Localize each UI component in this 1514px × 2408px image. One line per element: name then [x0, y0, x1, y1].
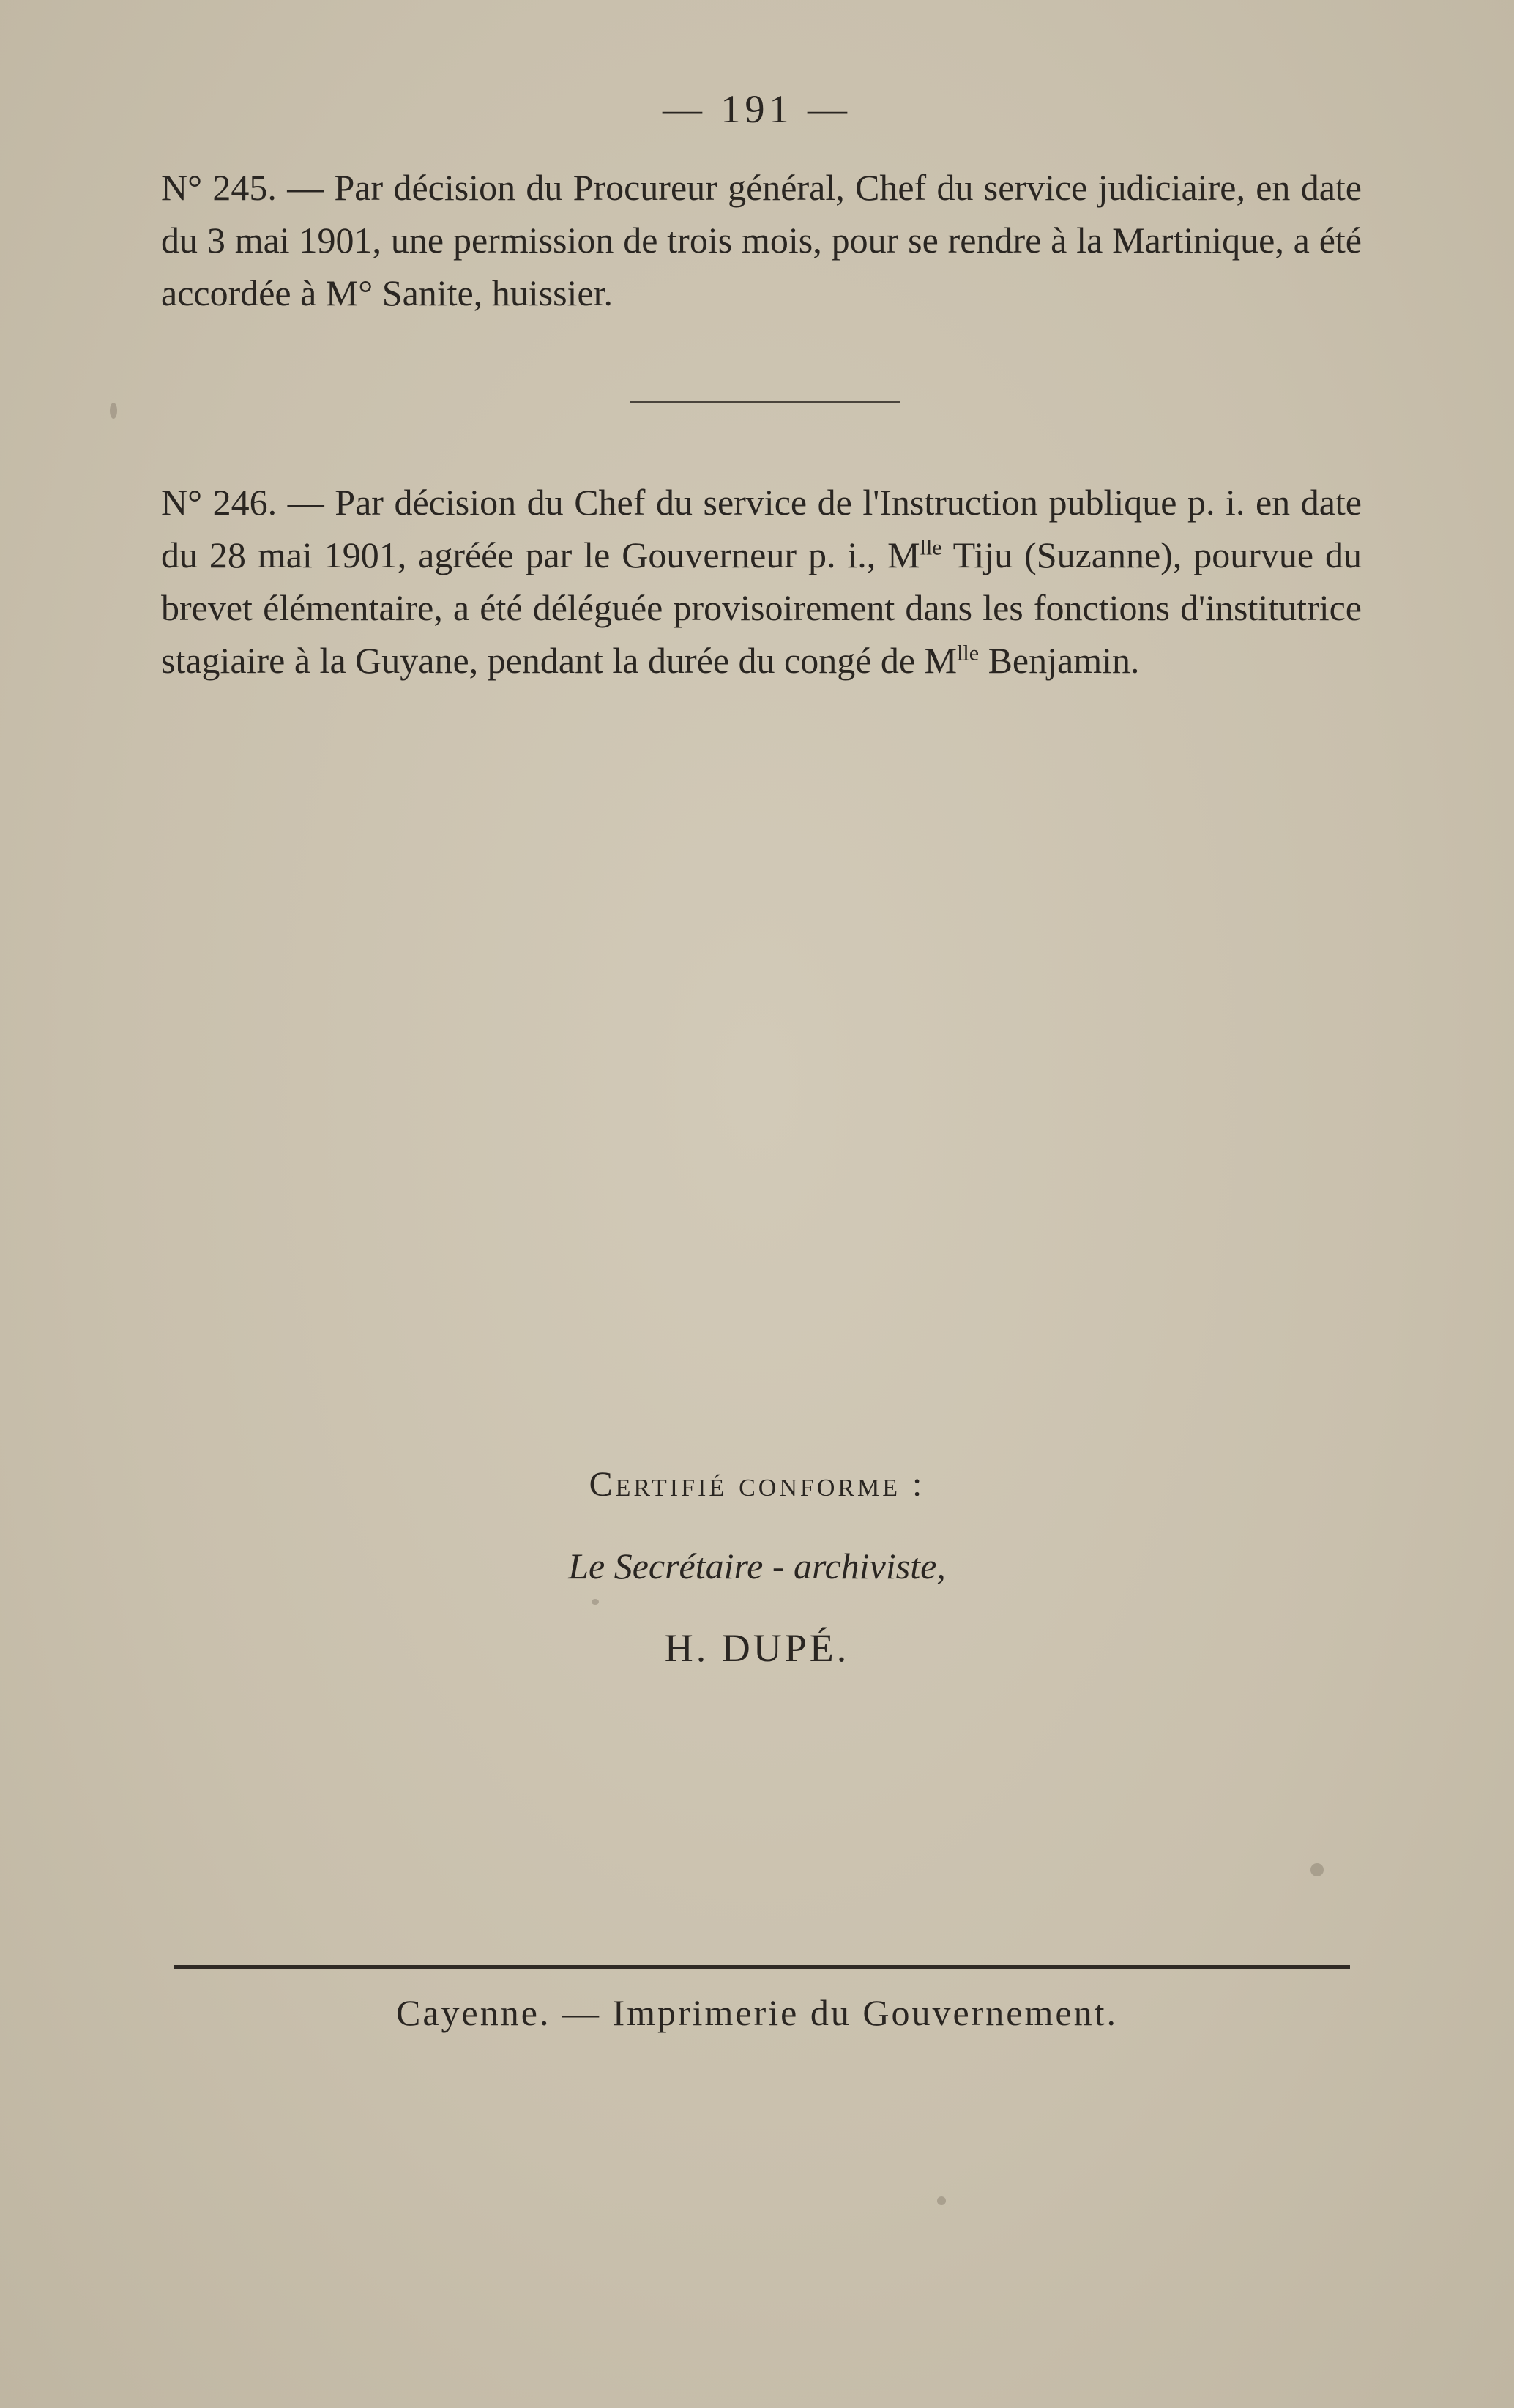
entry-text-after: Benjamin. [979, 640, 1140, 681]
signatory-role: Le Secrétaire - archiviste, [568, 1546, 946, 1587]
title-superscript: lle [957, 641, 980, 666]
printer-imprint: Cayenne. — Imprimerie du Gouvernement. [396, 1992, 1118, 2033]
paper-speck [592, 1599, 599, 1605]
entry-text-before: — Par décision du Chef du service de l'Instruction publique p. i. en date du 28 mai 1901, agréée par le Gouverneur p. i., [161, 482, 1362, 575]
paper-speck [937, 2196, 946, 2205]
entry-text: — Par décision du Procureur général, Chef du service judiciaire, en date du 3 mai 1901, une permission de trois mois, pour se rendre à la Martinique, a été accordée à M° Sanite, huissier. [161, 167, 1362, 313]
title-abbreviation: M [924, 640, 958, 681]
entry-245 [161, 161, 1362, 319]
page-number: — 191 — [663, 87, 851, 131]
paper-speck [110, 403, 117, 419]
title-abbreviation: M [887, 534, 920, 575]
section-divider [630, 401, 900, 403]
entry-246 [161, 476, 1362, 687]
paper-speck [1310, 1863, 1324, 1876]
title-superscript: lle [920, 535, 942, 560]
entry-number: N° 246. [161, 482, 277, 523]
signatory-name: H. DUPÉ. [664, 1626, 850, 1670]
footer-rule [174, 1965, 1350, 1969]
entry-number: N° 245. [161, 167, 277, 208]
entry-text-middle: Tiju (Suzanne), pourvue du brevet élémentaire, a été déléguée provisoirement dans les fonctions d'institutrice stagiaire à la Guyane, pendant la durée du congé de [161, 534, 1362, 681]
certification-label: Certifié conforme : [589, 1465, 925, 1504]
